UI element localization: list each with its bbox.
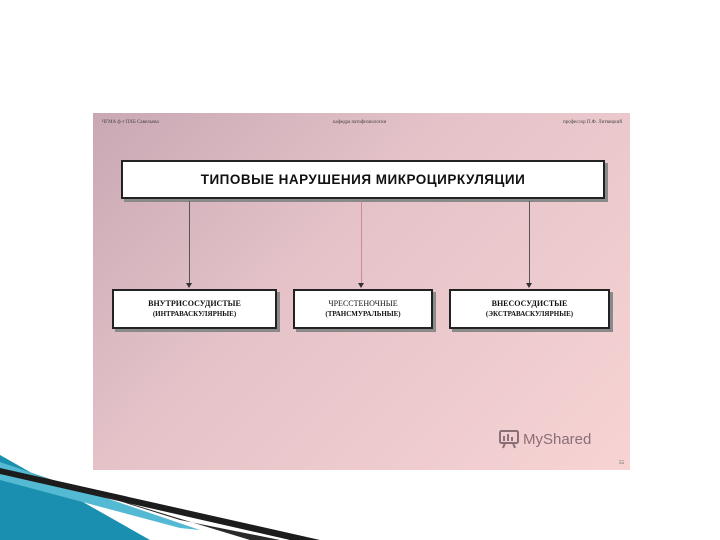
header-left-text: ЧГМА ф-т ПХБ Савельева (102, 120, 159, 125)
page-number: 55 (619, 461, 624, 466)
category-name: ВНУТРИСОСУДИСТЫЕ (148, 299, 241, 308)
category-subname: (ИНТРАВАСКУЛЯРНЫЕ) (152, 310, 237, 318)
slide (93, 113, 630, 470)
presentation-board-icon (499, 429, 519, 449)
header-center-text: кафедра патофизиологии (333, 120, 387, 125)
arrow-center (358, 283, 364, 288)
title-box (121, 160, 605, 199)
watermark-text: MyShared (523, 430, 592, 448)
diagram-title: ТИПОВЫЕ НАРУШЕНИЯ МИКРОЦИРКУЛЯЦИИ (200, 172, 526, 187)
arrow-right (526, 283, 532, 288)
category-name: ЧРЕССТЕНОЧНЫЕ (328, 299, 398, 308)
connector-left (189, 201, 190, 283)
category-box-transmural (293, 289, 433, 329)
category-box-extravascular (449, 289, 610, 329)
category-box-intravascular (112, 289, 277, 329)
connector-right (529, 201, 530, 283)
watermark-logo (499, 429, 591, 449)
header-right-text: профессор П.Ф. Литвицкий (562, 120, 622, 125)
category-subname: (ЭКСТРАВАСКУЛЯРНЫЕ) (485, 310, 574, 318)
connector-center (361, 201, 362, 283)
arrow-left (186, 283, 192, 288)
category-subname: (ТРАНСМУРАЛЬНЫЕ) (325, 310, 401, 318)
category-name: ВНЕСОСУДИСТЫЕ (491, 299, 568, 308)
